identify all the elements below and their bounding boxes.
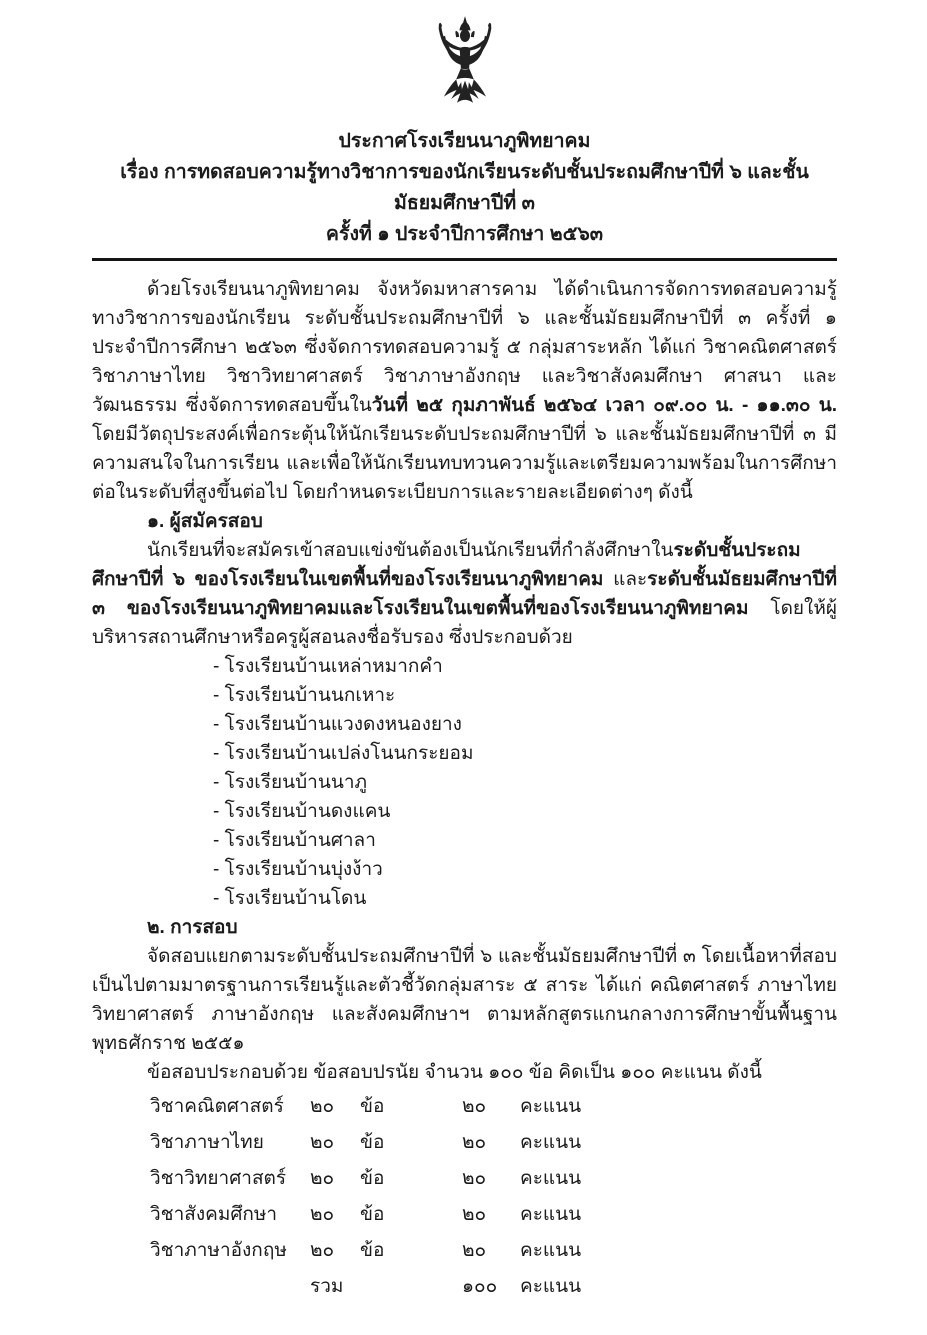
school-list-item: - โรงเรียนบ้านโดน (213, 888, 367, 909)
title-line-term: ครั้งที่ ๑ ประจำปีการศึกษา ๒๕๖๓ (325, 223, 604, 245)
section1-paragraph (92, 536, 837, 652)
school-list-item: - โรงเรียนบ้านศาลา (213, 830, 376, 851)
section2-heading: ๒. การสอบ (147, 917, 238, 938)
subject-cell: วิชาภาษาไทย (150, 1132, 264, 1153)
school-list-item: - โรงเรียนบ้านนกเหาะ (213, 685, 396, 706)
score-table-row (150, 1125, 837, 1161)
count-cell: ๒๐ (310, 1132, 335, 1153)
school-list-item: - โรงเรียนบ้านเปล่งโนนกระยอม (213, 743, 474, 764)
score-cell: ๑๐๐ (462, 1276, 498, 1297)
unit-cell: ข้อ (360, 1240, 385, 1261)
section1-text-1: นักเรียนที่จะสมัครเข้าสอบแข่งขันต้องเป็นนักเรียนที่กำลังศึกษาใน (147, 540, 674, 561)
school-list-item: - โรงเรียนบ้านดงแคน (213, 801, 391, 822)
score-cell: ๒๐ (462, 1240, 487, 1261)
unit-cell (360, 1269, 462, 1305)
section1-text-3: โดยให้ผู้บริหารสถานศึกษาหรือครูผู้สอนลงชื่อรับรอง ซึ่งประกอบด้วย (92, 598, 837, 648)
eligibility-m3-text: ระดับชั้นมัธยมศึกษาปีที่ ๓ ของโรงเรียนนาภูพิทยาคมและโรงเรียนในเขตพื้นที่ของโรงเรียนนาภูพิทยาคม (92, 569, 837, 619)
count-cell: ๒๐ (310, 1096, 335, 1117)
school-list-item: - โรงเรียนบ้านนาภู (213, 772, 368, 793)
school-list-item: - โรงเรียนบ้านเหล่าหมากคำ (213, 656, 443, 677)
school-list-item: - โรงเรียนบ้านบุ่งง้าว (213, 859, 383, 880)
score-unit-cell: คะแนน (520, 1240, 582, 1261)
subject-cell (150, 1269, 310, 1305)
section1-text-2: และ (603, 569, 648, 590)
score-table-row (150, 1161, 837, 1197)
school-list-item: - โรงเรียนบ้านแวงดงหนองยาง (213, 714, 462, 735)
document-title (92, 126, 837, 250)
score-cell: ๒๐ (462, 1096, 487, 1117)
unit-cell: ข้อ (360, 1096, 385, 1117)
count-cell: ๒๐ (310, 1204, 335, 1225)
title-divider (92, 258, 837, 261)
score-table-row (150, 1233, 837, 1269)
section2-paragraph1: จัดสอบแยกตามระดับชั้นประถมศึกษาปีที่ ๖ และชั้นมัธยมศึกษาปีที่ ๓ โดยเนื้อหาที่สอบเป็นไปตามมาตรฐานการเรียนรู้และตัวชี้วัดกลุ่มสาระ ๕ สาระ ได้แก่ คณิตศาสตร์ ภาษาไทย วิทยาศาสตร์ ภาษาอังกฤษ และสังคมศึกษาฯ ตามหลักสูตรแกนกลางการศึกษาขั้นพื้นฐาน พุทธศักราช ๒๕๕๑ (92, 946, 837, 1054)
section1-heading: ๑. ผู้สมัครสอบ (147, 511, 263, 532)
score-table-row (150, 1197, 837, 1233)
title-line-school: ประกาศโรงเรียนนาภูพิทยาคม (338, 130, 591, 152)
score-cell: ๒๐ (462, 1204, 487, 1225)
intro-text-2: โดยมีวัตถุประสงค์เพื่อกระตุ้นให้นักเรียนระดับประถมศึกษาปีที่ ๖ และชั้นมัธยมศึกษาปีที่ ๓ มีความสนใจในการเรียน และเพื่อให้นักเรียนทบทวนความรู้และเตรียมความพร้อมในการศึกษาต่อในระดับที่สูงขึ้นต่อไป โดยกำหนดระเบียบการและรายละเอียดต่างๆ ดังนี้ (92, 424, 837, 503)
emblem-container (92, 16, 837, 116)
garuda-emblem-icon (419, 16, 511, 116)
subject-cell: วิชาสังคมศึกษา (150, 1204, 278, 1225)
subject-cell: วิชาคณิตศาสตร์ (150, 1096, 284, 1117)
unit-cell: ข้อ (360, 1132, 385, 1153)
section2-paragraph2: ข้อสอบประกอบด้วย ข้อสอบปรนัย จำนวน ๑๐๐ ข้อ คิดเป็น ๑๐๐ คะแนน ดังนี้ (147, 1062, 762, 1083)
score-cell: ๒๐ (462, 1132, 487, 1153)
title-line-subject: เรื่อง การทดสอบความรู้ทางวิชาการของนักเรียนระดับชั้นประถมศึกษาปีที่ ๖ และชั้นมัธยมศึกษาปีที่ ๓ (120, 161, 809, 214)
unit-cell: ข้อ (360, 1204, 385, 1225)
count-cell: ๒๐ (310, 1240, 335, 1261)
score-cell: ๒๐ (462, 1168, 487, 1189)
unit-cell: ข้อ (360, 1168, 385, 1189)
count-cell: รวม (310, 1276, 344, 1297)
score-unit-cell: คะแนน (520, 1276, 582, 1297)
eligibility-p6-text: ระดับชั้นประถมศึกษาปีที่ ๖ ของโรงเรียนในเขตพื้นที่ของโรงเรียนนาภูพิทยาคม (92, 540, 801, 590)
school-list (92, 652, 837, 913)
score-table-row (150, 1269, 837, 1305)
score-unit-cell: คะแนน (520, 1204, 582, 1225)
score-table (150, 1089, 837, 1305)
score-unit-cell: คะแนน (520, 1168, 582, 1189)
subject-cell: วิชาภาษาอังกฤษ (150, 1240, 287, 1261)
intro-paragraph (92, 275, 837, 507)
score-unit-cell: คะแนน (520, 1096, 582, 1117)
score-unit-cell: คะแนน (520, 1132, 582, 1153)
intro-text-1: ด้วยโรงเรียนนาภูพิทยาคม จังหวัดมหาสารคาม ได้ดำเนินการจัดการทดสอบความรู้ทางวิชาการของนักเรียน ระดับชั้นประถมศึกษาปีที่ ๖ และชั้นมัธยมศึกษาปีที่ ๓ ครั้งที่ ๑ ประจำปีการศึกษา ๒๕๖๓ ซึ่งจัดการทดสอบความรู้ ๕ กลุ่มสาระหลัก ได้แก่ วิชาคณิตศาสตร์ วิชาภาษาไทย วิชาวิทยาศาสตร์ วิชาภาษาอังกฤษ และวิชาสังคมศึกษา ศาสนา และวัฒนธรรม ซึ่งจัดการทดสอบขึ้นใน (92, 279, 837, 416)
score-table-row (150, 1089, 837, 1125)
count-cell: ๒๐ (310, 1168, 335, 1189)
subject-cell: วิชาวิทยาศาสตร์ (150, 1168, 287, 1189)
exam-datetime-text: วันที่ ๒๕ กุมภาพันธ์ ๒๕๖๔ เวลา ๐๙.๐๐ น. - ๑๑.๓๐ น. (371, 395, 838, 416)
